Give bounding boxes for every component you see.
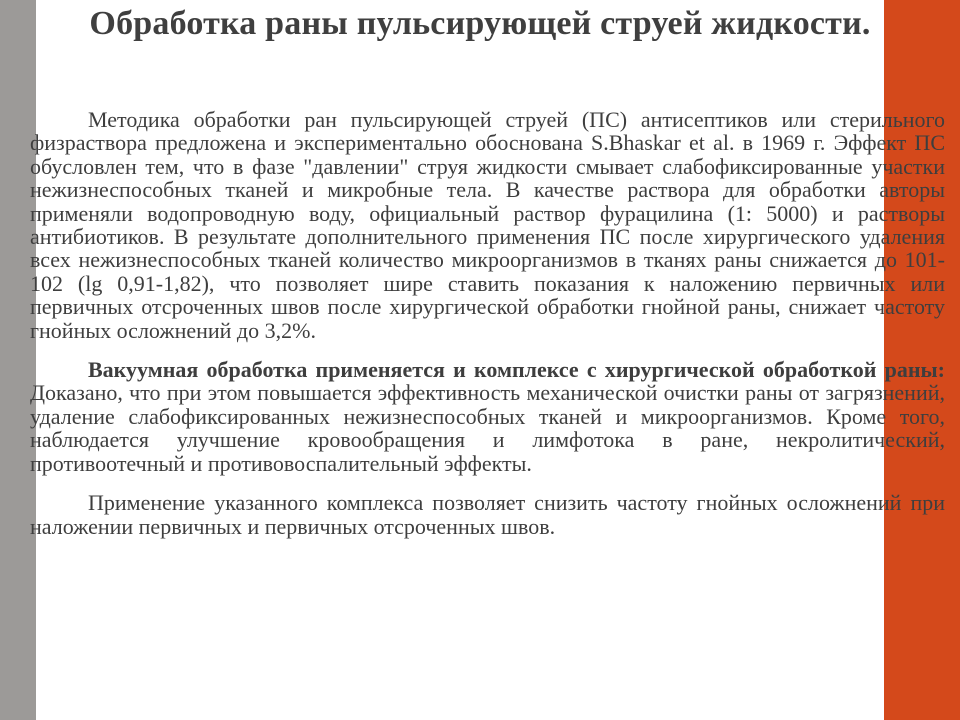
paragraph-pulsating-jet: Методика обработки ран пульсирующей струей (ПС) антисептиков или стерильного физраствора предложена и экспериментально обоснована S.Bhaskar et al. в 1969 г. Эффект ПС обусловлен тем, что в фазе "давлении" струя жидкости смывает слабофиксированные участки нежизнеспособных тканей и микробные тела. В качестве раствора для обработки авторы применяли водопроводную воду, официальный раствор фурацилина (1: 5000) и растворы антибиотиков. В результате дополнительного применения ПС после хирургического удаления всех нежизнеспособных тканей количество микроорганизмов в тканях раны снижается до 101-102 (lg 0,91-1,82), что позволяет шире ставить показания к наложению первичных или первичных отсроченных швов после хирургической обработки гнойной раны, снижает частоту гнойных осложнений до 3,2%. [30, 107, 945, 343]
slide-body [30, 108, 945, 538]
paragraph-vacuum-text: Доказано, что при этом повышается эффективность механической очистки раны от загрязнений, удаление слабофиксированных нежизнеспособных тканей и микроорганизмов. Кроме того, наблюдается улучшение кровообращения и лимфотока в ране, некролитический, противоотечный и противовоспалительный эффекты. [30, 380, 945, 476]
paragraph-conclusion: Применение указанного комплекса позволяет снизить частоту гнойных осложнений при наложении первичных и первичных отсроченных швов. [30, 490, 945, 539]
paragraph-vacuum-treatment [30, 358, 945, 475]
slide-title: Обработка раны пульсирующей струей жидкости. [89, 5, 871, 42]
paragraph-vacuum-lead: Вакуумная обработка применяется и комплексе с хирургической обработкой раны: [88, 357, 945, 383]
